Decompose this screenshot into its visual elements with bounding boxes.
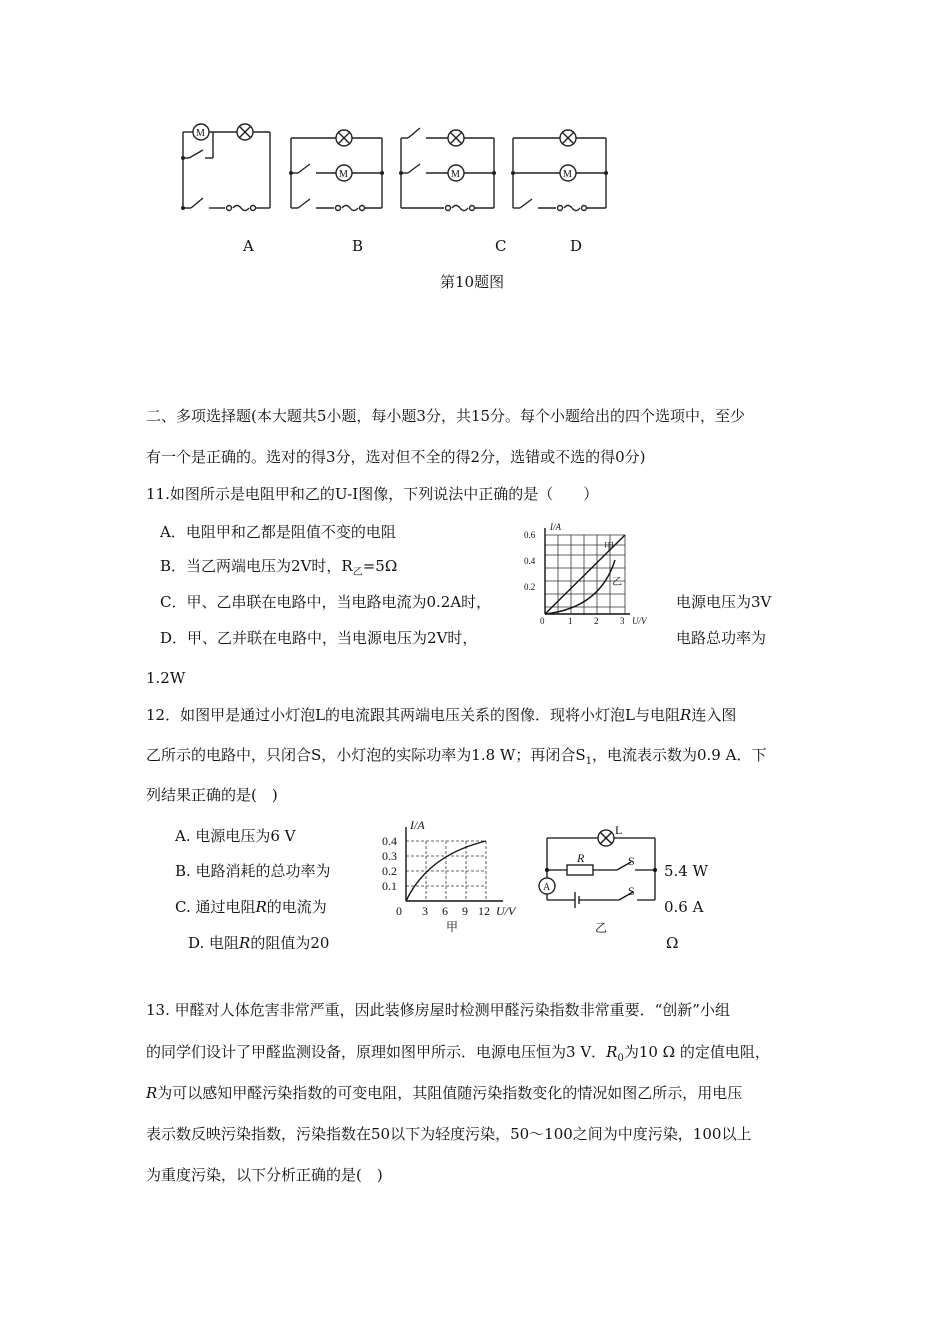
q10-label-c: C xyxy=(495,237,507,255)
q12-xtick: 3 xyxy=(422,904,428,918)
motor-symbol: M xyxy=(339,169,348,180)
q13-line5: 为重度污染，以下分析正确的是( ) xyxy=(146,1166,383,1184)
q13-line2-sub: 0 xyxy=(617,1053,624,1064)
q11-option-b-text: B．当乙两端电压为2V时，R xyxy=(160,557,353,575)
q12-line2-tail: ，电流表示数为0.9 A．下 xyxy=(591,746,767,764)
q11-option-d-tail: 电路总功率为 xyxy=(676,629,767,647)
q12-option-d xyxy=(188,933,329,953)
q11-option-d: D．甲、乙并联在电路中，当电源电压为2V时， xyxy=(160,629,478,647)
q12-xlabel: U/V xyxy=(496,904,516,918)
q11-series-label-jia: 甲 xyxy=(604,542,614,553)
q12-option-c xyxy=(175,897,327,917)
q11-ylabel: I/A xyxy=(550,522,561,532)
q11-ytick: 0.2 xyxy=(524,582,536,592)
q10-circuit-a xyxy=(175,120,280,220)
q12-line3: 列结果正确的是( ) xyxy=(146,786,278,804)
q10-circuit-b xyxy=(286,120,391,220)
q13-line1: 13. 甲醛对人体危害非常严重，因此装修房屋时检测甲醛污染指数非常重要．“创新”小组 xyxy=(146,1001,730,1019)
q11-xtick: 2 xyxy=(594,616,599,626)
q11-xtick: 1 xyxy=(568,616,573,626)
q11-option-c: C．甲、乙串联在电路中，当电路电流为0.2A时， xyxy=(160,593,492,611)
section2-line1: 二、多项选择题(本大题共5小题，每小题3分，共15分。每个小题给出的四个选项中，至少 xyxy=(146,407,746,425)
q10-label-a: A xyxy=(243,237,254,255)
q11-chart xyxy=(520,520,660,630)
q12-option-c-text: C. 通过电阻 xyxy=(175,898,256,916)
q10-label-d: D xyxy=(570,237,583,255)
q11-series-label-yi: 乙 xyxy=(612,577,622,588)
q12-option-a: A. 电源电压为6 V xyxy=(175,827,296,845)
q11-ytick: 0.6 xyxy=(524,530,536,540)
q12-option-d-tail: Ω xyxy=(666,934,679,952)
q12-line1-text: 12．如图甲是通过小灯泡L的电流跟其两端电压关系的图像．现将小灯泡L与电阻 xyxy=(146,706,681,724)
q11-option-b-tail: =5Ω xyxy=(362,557,398,575)
q12-option-d-r: R xyxy=(239,934,251,952)
q11-xtick: 3 xyxy=(620,616,625,626)
q10-label-b: B xyxy=(352,237,364,255)
q12-xtick: 12 xyxy=(478,904,490,918)
motor-symbol: M xyxy=(196,128,205,139)
q12-line1-r: R xyxy=(680,706,692,724)
q11-xtick: 0 xyxy=(540,616,545,626)
q12-ytick: 0.3 xyxy=(382,849,397,863)
switch-label-s: S xyxy=(628,884,635,898)
q12-option-b: B. 电路消耗的总功率为 xyxy=(175,862,331,880)
q13-line2-r0: R xyxy=(606,1043,618,1061)
q13-line2-tail: 为10 Ω 的定值电阻， xyxy=(623,1043,770,1061)
q13-line2 xyxy=(146,1042,770,1069)
q12-ytick: 0.4 xyxy=(382,834,397,848)
motor-symbol: M xyxy=(563,169,572,180)
q12-option-b-tail: 5.4 W xyxy=(664,862,709,880)
q12-circuit xyxy=(535,820,665,935)
lamp-label: L xyxy=(615,823,623,837)
q12-option-d-text: D. 电阻 xyxy=(188,934,240,952)
resistor-label: R xyxy=(577,851,585,865)
motor-symbol: M xyxy=(451,169,460,180)
section2-line2: 有一个是正确的。选对的得3分，选对但不全的得2分，选错或不选的得0分) xyxy=(146,448,646,466)
q12-line2-text: 乙所示的电路中，只闭合S，小灯泡的实际功率为1.8 W；再闭合S xyxy=(146,746,586,764)
q12-ytick: 0.2 xyxy=(382,864,397,878)
q12-ylabel: I/A xyxy=(410,818,425,832)
q12-circuit-caption: 乙 xyxy=(595,921,608,935)
q13-line2-text: 的同学们设计了甲醛监测设备，原理如图甲所示．电源电压恒为3 V． xyxy=(146,1043,607,1061)
q10-circuit-d xyxy=(508,120,613,220)
switch-label-s1: S xyxy=(628,854,635,868)
q10-caption: 第10题图 xyxy=(440,273,505,291)
q12-option-d-post: 的阻值为20 xyxy=(250,934,330,952)
q10-circuit-c xyxy=(396,120,501,220)
q11-option-a: A．电阻甲和乙都是阻值不变的电阻 xyxy=(160,523,396,541)
q12-line1-tail: 连入图 xyxy=(691,706,737,724)
q12-chart xyxy=(368,815,518,935)
q11-option-b-sub: 乙 xyxy=(352,567,363,578)
q13-line3 xyxy=(146,1083,742,1103)
q12-line1 xyxy=(146,705,736,725)
q12-xtick: 9 xyxy=(462,904,468,918)
q11-xlabel: U/V xyxy=(632,616,647,626)
q13-line3-r: R xyxy=(146,1084,158,1102)
q12-chart-caption: 甲 xyxy=(446,920,459,934)
q12-ytick: 0.1 xyxy=(382,879,397,893)
q11-option-d-cont: 1.2W xyxy=(146,669,186,687)
ammeter-label: A xyxy=(543,882,551,893)
q13-line4: 表示数反映污染指数，污染指数在50以下为轻度污染，50～100之间为中度污染，100以上 xyxy=(146,1125,752,1143)
q12-option-c-post: 的电流为 xyxy=(266,898,327,916)
resistor-symbol xyxy=(567,865,593,875)
q12-option-c-r: R xyxy=(255,898,267,916)
q12-xtick: 6 xyxy=(442,904,448,918)
q11-option-b xyxy=(160,556,397,583)
q12-line2-sub: 1 xyxy=(585,756,592,767)
q13-line3-text: 为可以感知甲醛污染指数的可变电阻，其阻值随污染指数变化的情况如图乙所示，用电压 xyxy=(157,1084,743,1102)
q12-xtick: 0 xyxy=(396,904,402,918)
q12-line2 xyxy=(146,745,766,772)
q11-ytick: 0.4 xyxy=(524,556,536,566)
q12-option-c-tail: 0.6 A xyxy=(664,898,704,916)
q11-option-c-tail: 电源电压为3V xyxy=(676,593,772,611)
q11-stem: 11.如图所示是电阻甲和乙的U-I图像，下列说法中正确的是（ ） xyxy=(146,485,599,503)
